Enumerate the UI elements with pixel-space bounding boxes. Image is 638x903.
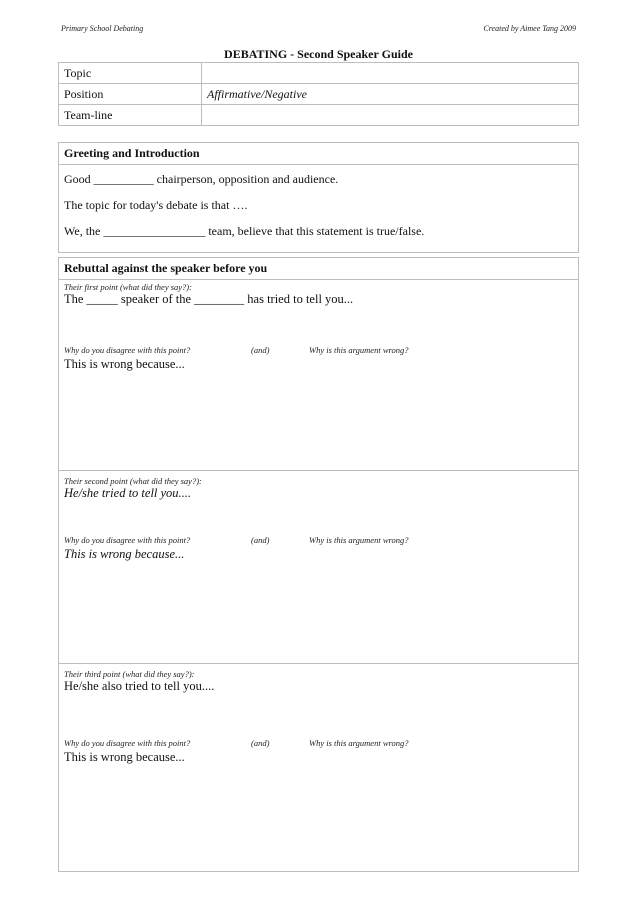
- point-answer[interactable]: This is wrong because...: [64, 357, 185, 371]
- disagree-row: [59, 345, 578, 357]
- page-title: DEBATING - Second Speaker Guide: [224, 47, 413, 61]
- and-label: (and): [251, 738, 270, 748]
- info-row-position: [59, 84, 579, 105]
- point-question: Their first point (what did they say?):: [64, 282, 192, 292]
- topic-field[interactable]: [202, 63, 579, 84]
- rebuttal-point-2: [59, 470, 578, 663]
- header-right: Created by Aimee Tang 2009: [483, 24, 576, 33]
- why-question: Why do you disagree with this point?: [64, 738, 191, 748]
- team-line-field[interactable]: [202, 105, 579, 126]
- disagree-row: [59, 738, 578, 750]
- point-prompt: He/she also tried to tell you....: [64, 679, 215, 693]
- why-question: Why do you disagree with this point?: [64, 535, 191, 545]
- greeting-line: Good __________ chairperson, opposition and audience.: [64, 172, 339, 186]
- and-label: (and): [251, 535, 270, 545]
- greeting-line: We, the _________________ team, believe that this statement is true/false.: [64, 224, 425, 238]
- position-field[interactable]: Affirmative/Negative: [202, 84, 579, 105]
- info-table: [58, 62, 579, 126]
- info-label: Team-line: [59, 105, 202, 126]
- rebuttal-section: [58, 257, 579, 872]
- point-answer[interactable]: This is wrong because...: [64, 547, 185, 561]
- info-row-team-line: [59, 105, 579, 126]
- point-answer[interactable]: This is wrong because...: [64, 750, 185, 764]
- greeting-section: [58, 142, 579, 253]
- greeting-line: The topic for today's debate is that ….: [64, 198, 248, 212]
- info-label: Topic: [59, 63, 202, 84]
- header-left: Primary School Debating: [61, 24, 144, 33]
- wrong-question: Why is this argument wrong?: [309, 345, 409, 355]
- info-label: Position: [59, 84, 202, 105]
- point-question: Their third point (what did they say?):: [64, 669, 195, 679]
- rebuttal-title: Rebuttal against the speaker before you: [59, 258, 578, 280]
- point-prompt: He/she tried to tell you....: [64, 486, 192, 500]
- point-question: Their second point (what did they say?):: [64, 476, 202, 486]
- point-prompt: The _____ speaker of the ________ has tried to tell you...: [64, 292, 354, 306]
- why-question: Why do you disagree with this point?: [64, 345, 191, 355]
- and-label: (and): [251, 345, 270, 355]
- rebuttal-point-1: [59, 279, 578, 470]
- disagree-row: [59, 535, 578, 547]
- wrong-question: Why is this argument wrong?: [309, 738, 409, 748]
- info-row-topic: [59, 63, 579, 84]
- wrong-question: Why is this argument wrong?: [309, 535, 409, 545]
- greeting-title: Greeting and Introduction: [59, 143, 578, 165]
- rebuttal-point-3: [59, 663, 578, 871]
